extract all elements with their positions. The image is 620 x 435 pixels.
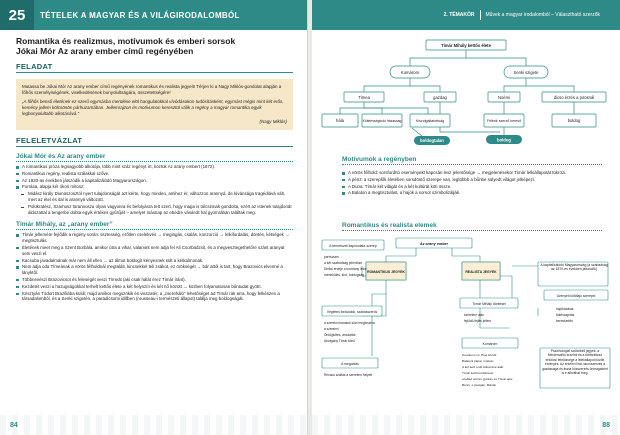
diagram-leaf: Kiszolgáltatottság [415,119,445,123]
breadcrumb-text: Művek a magyar irodalomból – Választható szerzők [485,12,600,18]
list-item: Nem adja oda Tímeának a vörös félholdnál megtalált, kincsekkel teli zsákot, ez örökségét → bár attól is tart, hogy Brazovics elvenné a lányktől. [16,264,293,276]
task-text: Mutassa be Jókai Mór Az arany ember című regényének romantikus és realista jegyeit! Térjen ki a Nagy Miklós-gondolat alapján a főhős személyiségének, viselkedésének bonyolultságára, összetettségére! [22,84,282,95]
timar-decision-item: fejlődő-fejlés jellem [464,319,492,323]
breadcrumb-topic: 2. TÉMAKÖR [443,12,475,18]
list-item: A pénz: a szereplők életében sorsdöntő szerepe van, legtöbbb a bűnbe sülyedt világot jelképezi. [342,177,604,183]
romantic-char-item: Ördögkötés, ámulatba [324,333,356,337]
timar-list [16,232,293,302]
timar-decision-item: szerelem után [464,313,485,317]
diagram-node-komarom: Komárom [400,70,420,75]
timar-heading: Tímár Mihály, az „arany ember” [16,221,293,230]
capitalism-sub: Üzenyeti kötőfajú szerepel [556,294,596,298]
list-item: A Balaton a megtisztulást, a hajók a sorsot szimbolizálják. [342,190,604,196]
elements-diagram [312,236,620,426]
breadcrumb-separator [480,10,481,20]
komarom-item: Komárom vs. Pest között [462,353,497,357]
list-item: Romantikus regény, realista szálakkal szőve. [16,171,293,177]
psychology-node: Pszichológiai szótárbeli jegyek: a Mindenváltó érzelmi és a többváltozó erkölcsi felelőssége a lélekállapot között érvényes. Az érzelmi lírai rokonszerzés a gazdasága és tiszta közszerzés önmagaként is e alkotthat meg. [542,349,608,376]
romantic-list-item: menekülés, kiút, boldogság [324,273,364,277]
komarom-item: Tímár kettő kurtűléssel [462,371,494,375]
task-heading: FELADAT [16,62,293,73]
romantic-char-item: Akvágány Tímár körül [324,339,355,343]
diagram-node: Noémi [497,95,511,100]
list-item: Többnevészi Brazovicsot és feleségét veszi Tímeát (aki csak hálát érez Tímár iránt). [16,277,293,283]
romantic-char-item: a szerelmi [324,327,339,331]
footer-stripe [0,415,307,435]
romantic-list-item: párhuzam [324,255,339,259]
diagram-node-senki: Senki szigete [513,70,539,75]
komarom-item: Benni, e jóvágán, Mának [462,383,497,387]
chapter-title: TÉTELEK A MAGYAR ÉS A VILÁGIRODALOMBÓL [40,10,240,20]
timar-decisions: Tímár Mihály döntései [472,302,506,306]
diagram-top: Tímár Mihály kettős élete [441,43,491,48]
footer-stripe [312,415,620,435]
romantic-list-item: a két szabadság jelentősé [324,261,363,265]
lesson-title-line1: Romantika és realizmus, motívumok és emberi sorsok [16,36,236,46]
realist-node: REALISTA JEGYEK [465,270,497,274]
romantic-char: Végletes fordulatok, szabásszerűs [326,310,378,314]
list-item: A romantikus próza legnagyobb alkotója, több mint száz regényt írt, köztük Az arany embert (1872). [16,164,293,170]
life-diagram [312,32,620,147]
elements-heading: Romantikus és realista elemek [342,222,602,231]
diagram-outcome-left: boldogtalan [420,138,444,143]
list-item: A Duna: Tímár két világát és a két kultúrát köti össze. [342,184,604,190]
diagram-node: gazdag [433,95,447,100]
outline-heading: FELELETVÁZLAT [16,136,293,147]
diagram-leaf: hála [336,118,344,123]
breadcrumb [312,0,620,30]
romantic-motif: A megoldás [341,362,359,366]
lesson-title [16,36,293,56]
romantic-motif2: Rénacs szállás a szerelem helyett [324,373,373,377]
komarom-item: szabad vérzés gyötrés és Tímár apa- [462,377,514,381]
capitalism-item: kereskedés [556,319,573,323]
elements-center: Az arany ember [419,242,449,246]
komarom-item: Balatoni pápai, miskolc [462,359,494,363]
diagram-leaf: Kötelességtudó házasság [362,119,402,123]
chapter-number: 25 [0,0,34,30]
list-item: Krisztyán Tódort Brazíliába küldi; majd amikor megszökik és visszatér, a „csereháló” lehetőséget ad Tímár rak arra, hogy felkészen a társadalomból, és a Senki szigetén, a paradicsomi idillben (rousseau-i természeti állapot) találja meg boldogságát. [16,291,293,303]
list-item: Kacsuba javadalmának már nem áll ellen → az álmot boldogít kényesnek sült a kétkalmonak. [16,258,293,264]
capitalism-node: A kapitalizálódó Magyarország (a szabadság az 1870-es években játszódik) [540,263,608,272]
komarom-node: Komárom [482,342,498,346]
jokai-heading: Jókai Mór és Az arany ember [16,153,293,162]
task-quote: „A főhős benső életének ez-szerű egymásba merülése elöl hangulatokkal vívódásokon tudósításként, egymást mégis mint két erős, kemény jellem kölcsönös párhuzamában. Jellemrajzon és motívumon keresztül válik a regény a magyar romantika egyik legbonyolultabb alkotásává.” [22,99,284,116]
page-number: 84 [10,422,18,429]
diagram-leaf: Félénk szerző kereső [486,119,522,123]
right-page [312,0,620,435]
diagram-outcome-right: boldog [497,137,511,143]
romantic-list-item: Dinlisi erdeje a kormány létra [324,267,367,271]
capitalism-item: hajókázásai [556,307,574,311]
motives-list [342,169,604,196]
task-box [16,79,293,130]
left-page [0,0,308,435]
romantic-node: ROMANTIKUS JEGYEK [367,270,405,274]
task-cite: (Nagy Miklós) [259,119,287,124]
motives-heading: Motívumok a regényben [342,156,602,165]
lesson-title-line2: Jókai Mór Az arany ember című regényében [16,46,194,56]
list-item: Életének meet meg a Szent Borbála, amikor útra a vihar, valamint nem adja fel Ali Csorbadzsit, és a megvesztegethetőre szánt aranyat sem veszi el. [16,245,293,257]
diagram-node: dicso érzés a pirosnál [553,95,595,100]
list-item: Kezdetét veszi a hazugságokkal terhelt kettős élete a két helyszín és két nő között → közben folyamatosan bűntudat gyötri. [16,284,293,290]
romantic-top: A természet kapcsolata szerep [329,244,377,248]
romantic-char-item: a szerelmi bánatok közt megfosztva [324,321,375,325]
diagram-node: Tímea [358,95,370,100]
chapter-header [0,0,307,30]
diagram-leaf: boldog [567,118,581,123]
komarom-item: A két kézi erdő tükrözése alatt [462,365,504,369]
list-item: Az 1920-as években játszódik a kapitalizálódó Magyarországon. [16,178,293,184]
list-subitem: Midász király Dionüszosztól nyert tulajdonságát azt kérte, hogy minden, amihez ér, változzon arannyá, de kívánsága tragédiává vált, mert az étel és ital is arannyá változott. [16,191,293,203]
list-item: A vörös félhold: sorsfordító eseményekt kapcsán lesz jelentősége → megjelenésekor Tímár lelkiállapotát tükrözi. [342,170,604,176]
list-item: Forrása, alapja két ókori mítosz: [16,184,293,190]
capitalism-item: tőkéscapitás [556,313,575,317]
jokai-list [16,164,293,215]
list-subitem: Polükratész, Szamosz türannosza olyan vagyonra és befolyásra tett szert, hogy maga is túlcsinnak gondolta, ezért az istenek tulajdonát áldozattal a tengerbe dobta egyik értékes gyűrűjét – amelyet másnap az ebédre vásárolt hal gyomrában találtak meg. [16,204,293,216]
page-number: 88 [602,422,610,429]
list-item: Tímár jellemére fejlődik a regény során: tisztesség, erőtlen cselekvés → megingás, csalás, konzorció → lelkifurdalás, döntés, kétségek → megtisztulás. [16,232,293,244]
